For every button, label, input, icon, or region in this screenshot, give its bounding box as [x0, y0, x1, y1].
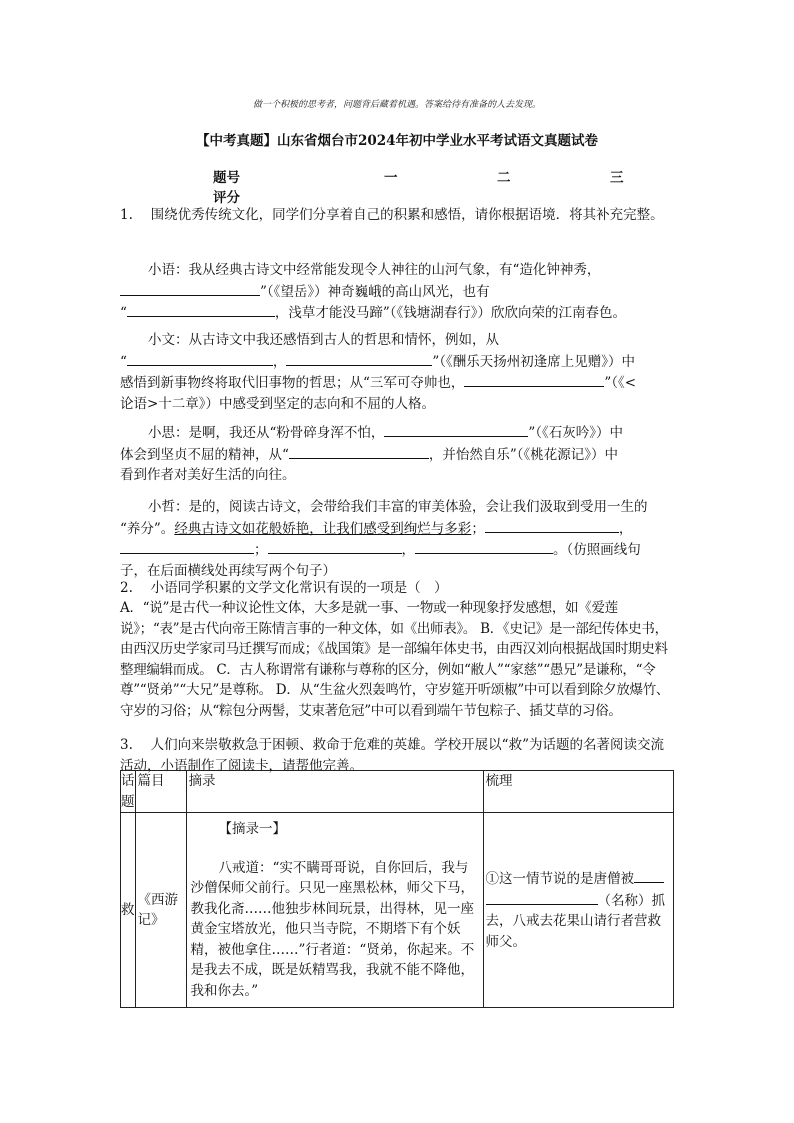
- page-title: 【中考真题】山东省烟台市2024年初中学业水平考试语文真题试卷: [195, 133, 599, 149]
- reading-card-table: [120, 770, 674, 1008]
- answer-blank[interactable]: [127, 351, 273, 366]
- score-table-row-label: 题号: [213, 170, 240, 186]
- score-table-score-label: 评分: [213, 190, 240, 206]
- text: “: [120, 353, 127, 370]
- answer-blank[interactable]: [120, 539, 254, 554]
- text: 感悟到新事物终将取代旧事物的哲思；从“三军可夺帅也，: [120, 375, 465, 391]
- text: 看到作者对美好生活的向往。: [120, 467, 296, 483]
- text: ，: [618, 520, 633, 537]
- answer-blank[interactable]: [268, 539, 402, 554]
- text: ”（《<: [604, 375, 637, 391]
- text: ，并怡然自乐”（《桃花源记》）中: [428, 446, 619, 463]
- answer-blank[interactable]: [286, 351, 432, 366]
- text: ”（《酬乐天扬州初逢席上见赠》）中: [432, 353, 636, 370]
- header-sort: 梳理: [483, 771, 674, 813]
- text: 小语：我从经典古诗文中经常能发现令人神往的山河气象，有“造化钟神秀，: [148, 262, 601, 278]
- excerpt-title: 【摘录一】: [218, 821, 286, 837]
- header-topic: 话题: [121, 771, 136, 813]
- text: ；: [254, 542, 268, 558]
- text: 小思：是啊，我还从“粉骨碎身浑不怕，: [148, 425, 385, 441]
- cell-sort: [483, 813, 674, 1008]
- text: 小哲：是的，阅读古诗文，会带给我们丰富的审美体验，会让我们汲取到受用一生的: [148, 499, 648, 515]
- question-2-stem: 2. 小语同学积累的文学文化常识有误的一项是（ ）: [120, 580, 448, 596]
- text: 体会到坚贞不屈的精神，从“: [120, 446, 289, 463]
- question-3-stem: 3. 人们向来崇敬救急于困顿、救命于危难的英雄。学校开展以“救”为话题的名著阅读交流活动，小语制作了阅读卡，请帮他完善。: [120, 737, 664, 774]
- question-2-options: A．“说”是古代一种议论性文体，大多是就一事、一物或一种现象抒发感想，如《爱莲说》；“表”是古代向帝王陈情言事的一种文体，如《出师表》。 B．《史记》是一部纪传体史书，由西汉历史学家司马迁撰写而成；《战国策》是一部编年体史书，由西汉刘向根据战国时期史料整理编辑而成。 C．古人称谓常有谦称与尊称的区分，例如“敝人”“家慈”“愚兄”是谦称，“令尊”“贤弟”“大兄”是尊称。 D．从“生盆火烈轰鸣竹，守岁筵开听颂椒”中可以看到除夕放爆竹、守岁的习俗；从“粽包分两髻，艾束著危冠”中可以看到端午节包粽子、插艾草的习俗。: [120, 600, 670, 719]
- text: “养分”。: [120, 520, 175, 537]
- text: ，: [272, 353, 287, 370]
- text: ”（《石灰吟》）中: [528, 425, 624, 441]
- text: ，浅草才能没马蹄”（《钱塘湖春行》）欣欣向荣的江南春色。: [274, 305, 627, 321]
- answer-blank[interactable]: [289, 444, 429, 459]
- text: 子，在后面横线处再续写两个句子）: [120, 562, 336, 579]
- score-table-col-2: 二: [497, 170, 511, 186]
- underlined-sample-sentence: 经典古诗文如花般娇艳，让我们感受到绚烂与多彩: [174, 520, 472, 537]
- header-excerpt: 摘录: [186, 771, 483, 813]
- question-1-paragraph-xiaozhe: [120, 497, 676, 581]
- header-motto: 做一个积极的思考者，问题背后藏着机遇。答案给待有准备的人去发现。: [252, 100, 541, 110]
- answer-blank[interactable]: [384, 422, 528, 437]
- answer-blank[interactable]: [415, 539, 553, 554]
- text: ，: [401, 542, 415, 558]
- text: 论语>十二章》）中感受到坚定的志向和不屈的人格。: [120, 395, 436, 412]
- text: （名称）抓去，八戒去花果山请行者营救师父。: [485, 892, 665, 950]
- cell-topic: 救: [121, 813, 136, 1008]
- answer-blank[interactable]: [634, 868, 664, 883]
- text: 。（仿照画线句: [553, 542, 641, 558]
- text: 小文：从古诗文中我还感悟到古人的哲思和情怀，例如，从: [148, 332, 499, 348]
- question-1-paragraph-xiaoyu: [120, 260, 676, 324]
- cell-excerpt: [186, 813, 483, 1008]
- question-1-paragraph-xiaowen: [120, 330, 676, 414]
- text: “: [120, 305, 127, 321]
- score-table-col-3: 三: [610, 170, 624, 186]
- text: ；: [471, 520, 485, 537]
- answer-blank[interactable]: [120, 281, 260, 296]
- header-book: 篇目: [135, 771, 186, 813]
- question-1-paragraph-xiaosi: [120, 422, 676, 486]
- score-table-col-1: 一: [384, 170, 398, 186]
- spacer: [191, 840, 479, 858]
- cell-book: 《西游记》: [135, 813, 186, 1008]
- answer-blank[interactable]: [127, 302, 275, 317]
- text: ①这一情节说的是唐僧被: [485, 871, 634, 887]
- excerpt-text: 八戒道：“实不瞒哥哥说，自你回后，我与沙僧保师父前行。只见一座黑松林，师父下马，教我化斋……他独步林间玩景，出得林，见一座黄金宝塔放光，他只当寺院，不期塔下有个妖精，被他拿住……”行者道：“贤弟，你起来。不是我去不成，既是妖精骂我，我就不能不降他，我和你去。”: [190, 859, 475, 999]
- question-1-stem: 1. 围绕优秀传统文化，同学们分享着自己的积累和感悟，请你根据语境．将其补充完整。: [120, 207, 664, 223]
- text: ”（《望岳》）神奇巍峨的高山风光，也有: [260, 283, 490, 300]
- answer-blank[interactable]: [485, 518, 619, 533]
- answer-blank[interactable]: [464, 372, 604, 387]
- answer-blank[interactable]: [486, 890, 598, 905]
